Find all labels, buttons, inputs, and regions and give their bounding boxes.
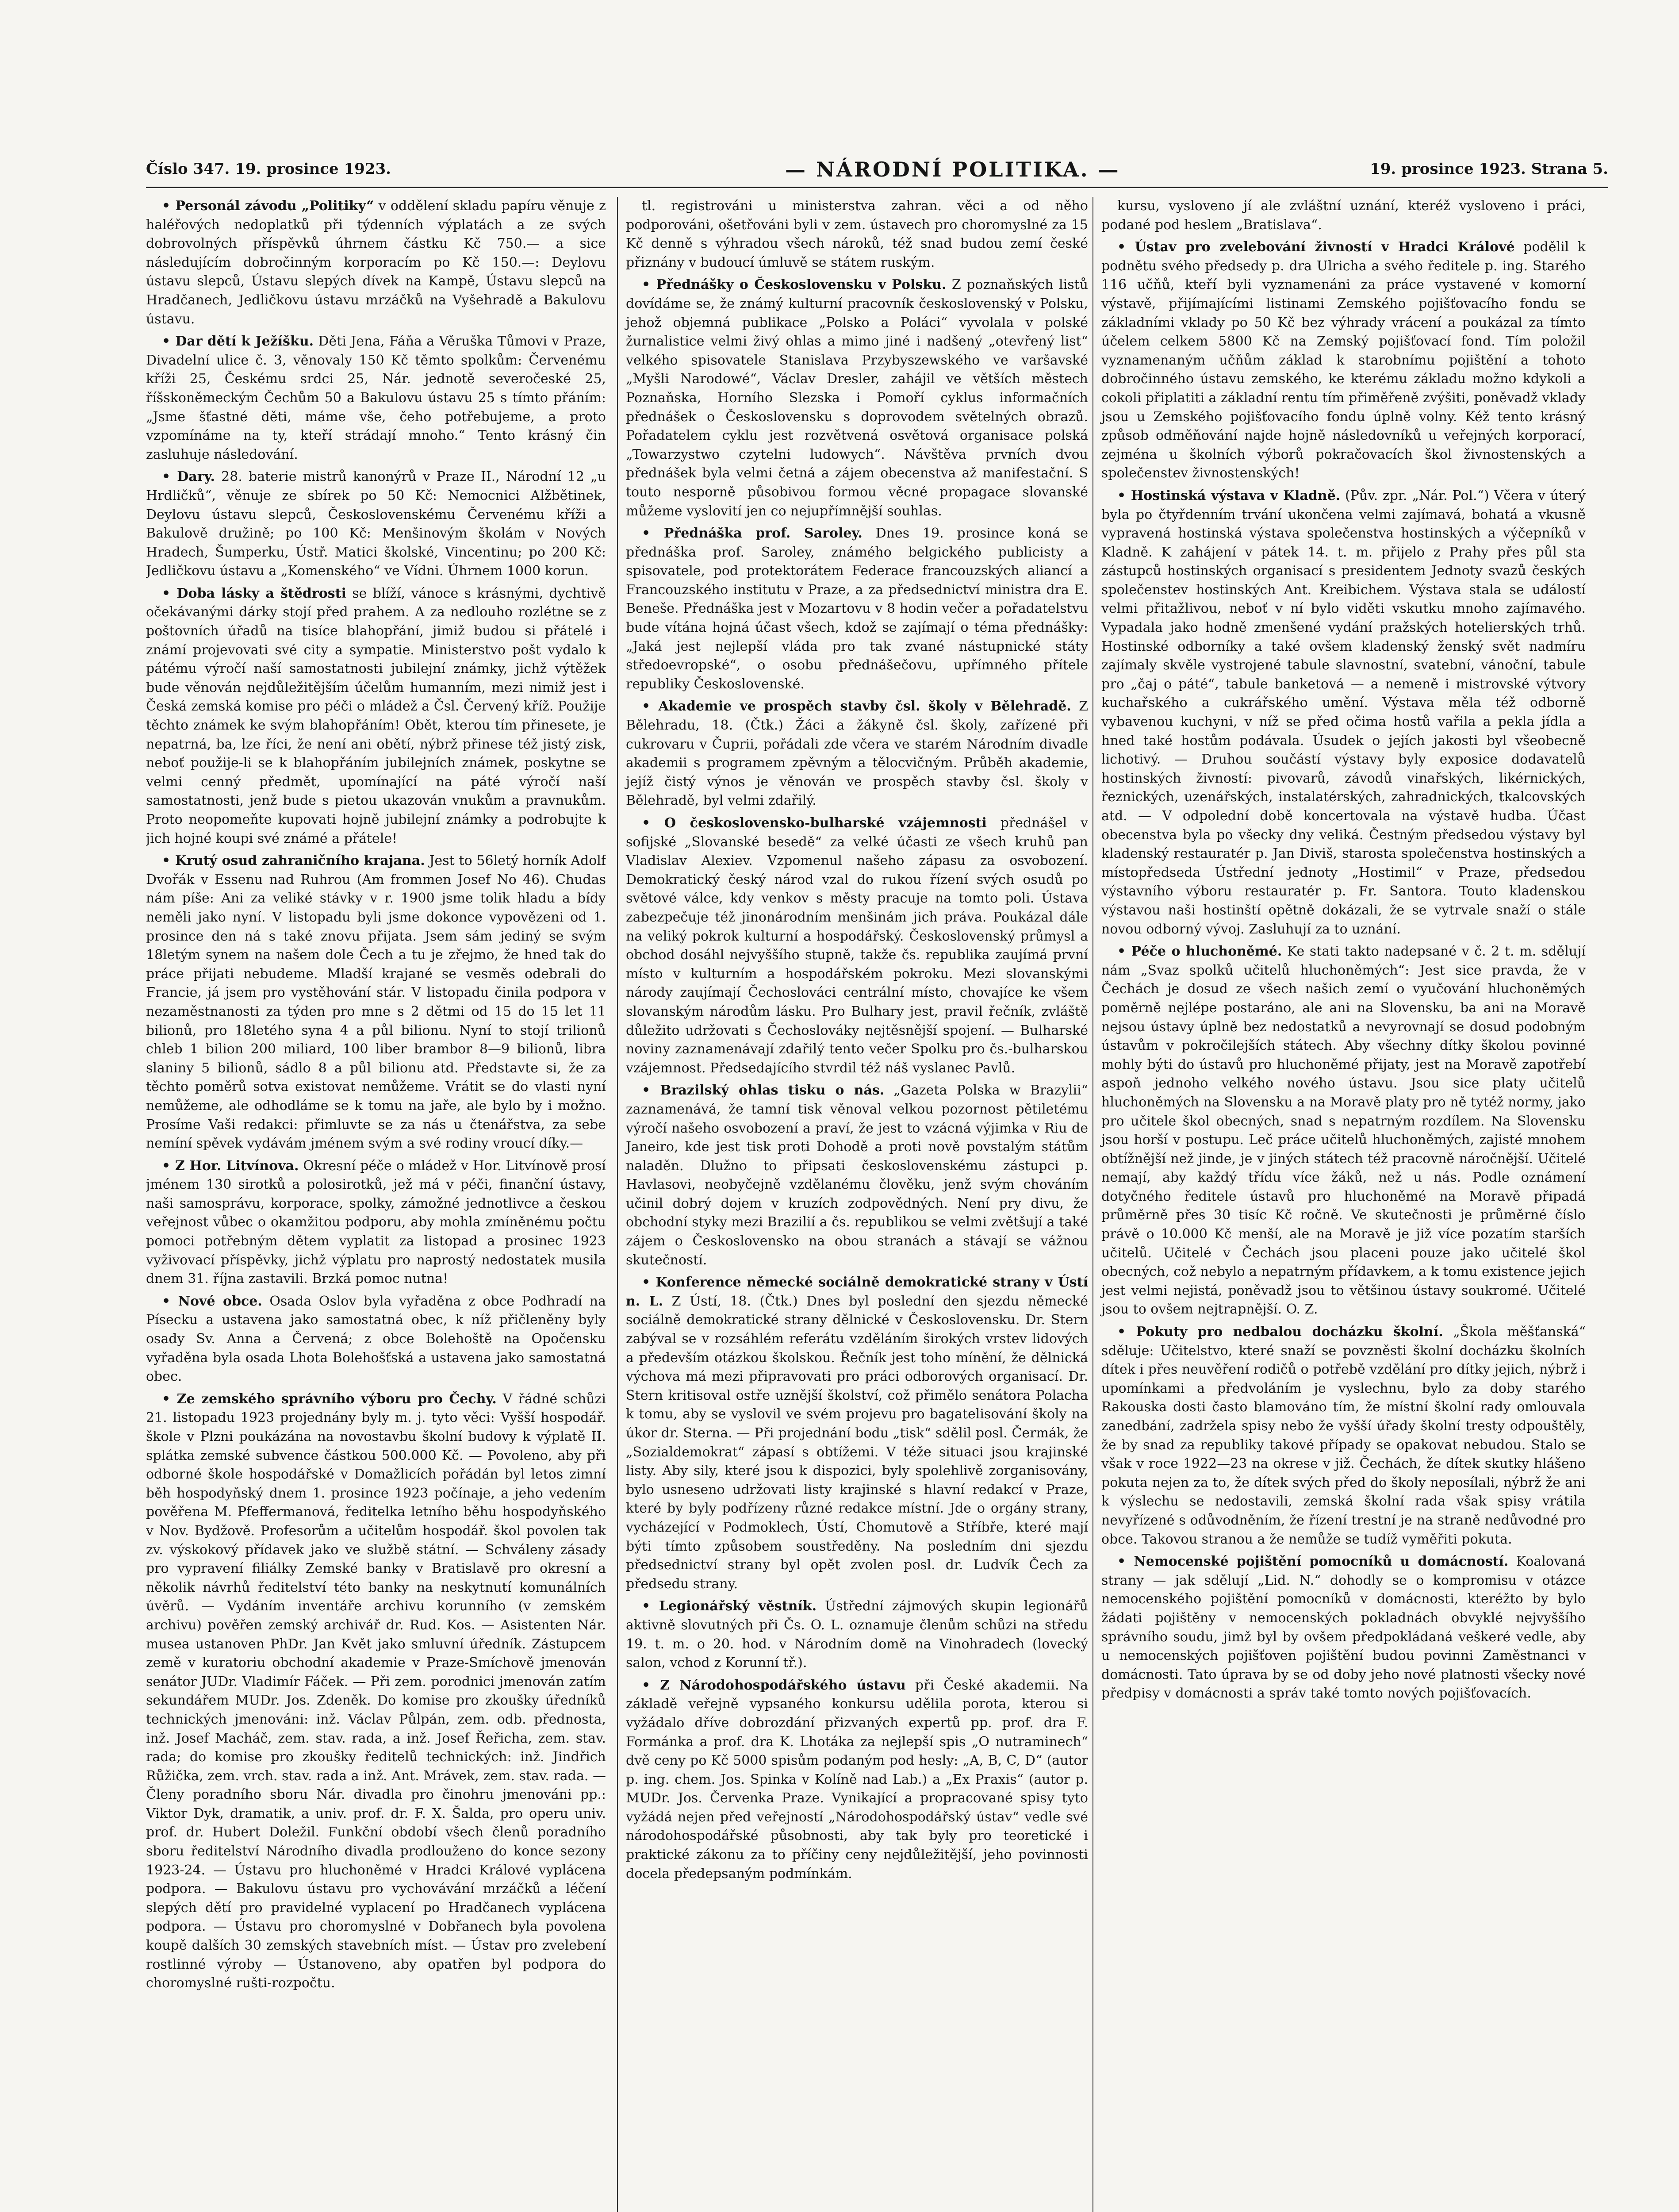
article-paragraph — [1101, 942, 1586, 1319]
article-headline: • Hostinská výstava v Kladně. — [1117, 488, 1340, 503]
article — [146, 584, 606, 848]
article-headline: • Přednášky o Československu v Polsku. — [642, 277, 946, 292]
article-headline: • Péče o hluchoněmé. — [1117, 944, 1282, 959]
article-paragraph — [626, 1081, 1088, 1270]
article — [1101, 942, 1586, 1319]
article-paragraph — [626, 1273, 1088, 1594]
article-headline: • Dary. — [162, 469, 215, 484]
article-body: Z Ústí, 18. (Čtk.) Dnes byl poslední den sjezdu německé sociálně demokratické strany dělnické v Československu. Dr. Stern zabýval se v rozsáhlém referátu vzděláním širokých vrstev lidových a především otázkou školskou. Řečník jest toho mínění, že dělnická výchova má mezi připravovati pro práci odborových organisací. Dr. Stern kritisoval ostře uznější školství, což přimělo senátora Polacha k tomu, aby se vyslovil ve svém projevu pro bagatelisování školy na úkor dr. Sterna. — Při projednání bodu „tisk“ sdělil posl. Čermák, že „Sozialdemokrat“ zápasí s obtížemi. V téže situaci jsou krajinské listy. Aby sily, které jsou k dispozici, byly spolehlivě zorganisovány, bylo usneseno udržovati listy krajinské s hlavní redakcí v Praze, které by byly podřízeny různé redakce místní. Jde o orgány strany, vycházející v Podmoklech, Ústí, Chomutově a Stříbře, které mají býti tímto způsobem soustředěny. Na posledním dni sjezdu předsednictví strany byl opět zvolen posl. dr. Ludvík Čech za předsedu strany. — [626, 1293, 1088, 1592]
article-body: přednášel v sofijské „Slovanské besedě“ za velké účasti ze všech kruhů pan Vladislav Alexiev. Vzpomenul našeho zápasu za osvobození. Demokratický český národ vzal do rukou řízení svých osudů po světové válce, kdy venkov s městy pracuje na tomto poli. Ústava zabezpečuje též jinonárodním menšinám jich práva. Poukázal dále na veliký pokrok kulturní a hospodářský. Československý průmysl a obchod dosáhl nejvyššího stupně, takže čs. republika zaujímá první místo v kulturním a hospodářském pokroku. Mezi slovanskými národy zaujímají Čechoslováci centrální místo, chovajíce ke všem slovanským národům lásku. Pro Bulhary jest, pravil řečník, zvláště důležito udržovati s Čechoslováky nejtěsnější spojení. — Bulharské noviny zaznamenávají zdařilý tento večer Spolku pro čs.-bulharskou vzájemnost. Předsedajícího stvrdil též náš vyslanec Pavlů. — [626, 815, 1088, 1076]
article-headline: • Doba lásky a štědrosti — [162, 586, 346, 601]
article — [146, 1157, 606, 1289]
article-headline: • Nové obce. — [162, 1294, 262, 1309]
article — [146, 332, 606, 464]
article-body: podělil k podnětu svého předsedy p. dra Ulricha a svého ředitele p. ing. Starého 116 učňů, kteří byli vyznamenáni za práce vystavené v komorní výstavě, přijímajícími listinami Zemského pojišťovacího fondu se základními vklady po 50 Kč bez výhrady vrácení a poukázal za tímto účelem celkem 5800 Kč na Zemský pojišťovací fond. Tím položil vyznamenaným učňům základ k starobnímu pojištění a tohoto dobročinného ústavu zemského, ke kterému základu možno kdykoli a cokoli připlatiti a základní rentu tím přiměřeně zvýšiti, poněvadž vklady jsou u Zemského pojišťovacího fondu úplně volny. Kéž tento krásný způsob odměňování najde hojně následovníků u veřejných korporací, zejména u školních výborů pokračovacích škol živnostenských a společenstev živnostenských! — [1101, 239, 1586, 481]
article-headline: • Personál závodu „Politiky“ — [162, 198, 374, 214]
article-body: Ke stati takto nadepsané v č. 2 t. m. sdělují nám „Svaz spolků učitelů hluchoněmých“: Jest sice pravda, že v Čechách je dosud ze všech našich zemí o vyučování hluchoněmých poměrně nejlépe postaráno, ale ani na Slovensku, ba ani na Moravě nejsou ústavy úplně bez nedostatků a nevyrovnají se dosud podobným ústavům v pokročilejších státech. Aby všechny dítky školou povinné mohly býti do ústavů pro hluchoněmé přijaty, jest na Moravě zapotřebí aspoň jednoho velkého nového ústavu. Jsou sice platy učitelů hluchoněmých na Slovensku a na Moravě platy pro ně tytéž normy, jako pro učitele škol obecných, snad s nepatrným rozdílem. Na Slovensku jsou horší v postupu. Leč práce učitelů hluchoněmých, zajisté mnohem obtížnější než jinde, je v jiných státech též pracovně náročnější. Učitelé nemají, aby každý třídu více žáků, než u nás. Podle oznámení dotyčného ředitele ústavů pro hluchoněmé na Moravě připadá průměrně přes 30 tisíc Kč ročně. Ve skutečnosti je průměrné číslo právě o 10.000 Kč menší, ale na Moravě je již více pozatím starších učitelů. Učitelé v Čechách jsou placeni pouze jako učitelé škol obecných, což nebylo a nepatrným přídavkem, a k tomu existence jejich jest velmi nejistá, poněvadž jsou to většinou ústavy soukromé. Učitelé jsou to ovšem nejtrapnější. O. Z. — [1101, 944, 1586, 1317]
article-headline: • Brazilský ohlas tisku o nás. — [642, 1083, 884, 1098]
article-body: se blíží, vánoce s krásnými, dychtivě očekávanými dárky stojí před prahem. A za nedlouho rozlétne se z poštovních úřadů na tisíce blahopřání, jimiž budou si přátelé i známí projevovati své city a sympatie. Ministerstvo pošt vydalo k pátému výročí naší samostatnosti jubilejní známky, jichž výtěžek bude věnován nejdůležitějším účelům humanním, mezi nimiž jest i Česká zemská komise pro péči o mládež a Čsl. Červený kříž. Použije těchto známek ke svým blahopřáním! Obět, kterou tím přinesete, je nepatrná, ba, lze říci, že není ani obětí, nýbrž přinese též jistý zisk, neboť použije-li se k blahopřáním jubilejních známek, poskytne se velmi cenný předmět, upomínající na páté výročí naší samostatnosti, jenž bude s pietou ukazován vnukům a pravnukům. Proto neopomeňte kupovati hojně jubilejní známky a podrobujte k jich hojné koupi své známé a přátele! — [146, 585, 606, 846]
article-body: Koalovaná strany — jak sdělují „Lid. N.“ dohodly se o kompromisu v otázce nemocenského pojištění pomocníků v domácnosti, kteréžto by bylo žádati pojištěny v nemocenských pokladnách obvyklé nejvyššího správního soudu, jimž byl by ovšem předpokládaná veškeré vedle, aby u nemocenských pojišťoven pojištění budou povinni Zaměstnanci v domácnosti. Tato úprava by se od doby jeho nové platnosti všecky nové předpisy v domácnosti a správ také tomto nových pojišťovacích. — [1101, 1554, 1586, 1701]
article — [146, 852, 606, 1153]
article — [626, 1081, 1088, 1270]
article-paragraph — [1101, 487, 1586, 939]
article — [626, 524, 1088, 694]
article-body: Ústřední zájmových skupin legionářů aktivně slovutných při Čs. O. L. oznamuje členům schůzi na středu 19. t. m. o 20. hod. v Národním domě na Vinohradech (lovecký salon, vchod z Korunní tř.). — [626, 1598, 1088, 1671]
article-headline: • Dar dětí k Ježíšku. — [162, 334, 314, 349]
article-body: „Škola měšťanská“ sděluje: Učitelstvo, které snaží se povzněsti školní docházku školních dítek i přes neuvěření rodičů o potřebě vzdělání pro dítky jejich, nýbrž i upomínkami a předvoláním je vyslechnu, bylo za doby starého Rakouska dosti často blamováno tím, že místní školní rady omlouvala zanedbání, zadržela spisy nebo že vyšší úřady školní tresty odpouštěly, že by snad za republiky takové případy se opakovat nebudou. Stalo se však v roce 1922—23 na okrese v již. Čechách, že dítek skutky hlášeno pokuta nejen za to, že dítek svých před do školy neposílali, nýbrž že ani k výslechu se nedostavili, zemská školní rada však spisy vrátila nevyřízené s odůvodněním, že řízení trestní je na straně nedůvodné pro obce. Takovou stranou a že nemůže se tudíž vyměřiti pokuta. — [1101, 1324, 1586, 1547]
article-headline: • Krutý osud zahraničního krajana. — [162, 853, 425, 868]
article-paragraph — [626, 197, 1088, 272]
article-paragraph — [146, 852, 606, 1153]
article-paragraph — [146, 468, 606, 581]
article-paragraph — [146, 1292, 606, 1386]
article-paragraph — [146, 197, 606, 329]
masthead — [146, 157, 1608, 188]
article-headline: • Ústav pro zvelebování živností v Hradci Králové — [1117, 239, 1515, 255]
article-body: tl. registrováni u ministerstva zahran. věci a od něho podporováni, ošetřováni byli v zem. ústavech pro choromyslné za 15 Kč denně s výhradou všech nároků, též snad budou zemí české přiznány v budoucí úmluvě se státem ruským. — [626, 198, 1088, 270]
article-body: Dnes 19. prosince koná se přednáška prof. Saroley, známého belgického publicisty a spisovatele, pod protektorátem Federace francouzských aliancí a Francouzského institutu v Praze, a za předsednictví ministra dra E. Beneše. Přednáška jest v Mozartovu v 8 hodin večer a pořadatelstvu bude vítána hojná účast všech, kdož se zajímají o téma přednášky: „Jaká jest nejlepší vláda pro tak zvané nástupnické státy středoevropské“, o osobu přednášečovu, upřímného přítele republiky Československé. — [626, 526, 1088, 692]
article-paragraph — [626, 814, 1088, 1078]
column-2 — [617, 197, 1088, 2212]
article-paragraph — [626, 524, 1088, 694]
article — [146, 1390, 606, 1993]
article-paragraph — [626, 276, 1088, 521]
article-headline: • Přednáška prof. Saroley. — [642, 526, 862, 541]
article — [1101, 1323, 1586, 1549]
article-headline: • Akademie ve prospěch stavby čsl. školy v Bělehradě. — [642, 699, 1071, 714]
article-headline: • Konference německé sociálně demokratické strany v Ústí n. L. — [626, 1275, 1088, 1309]
article-paragraph — [146, 1390, 606, 1993]
article — [626, 1597, 1088, 1672]
article — [626, 197, 1088, 272]
column-3 — [1092, 197, 1586, 2212]
article — [1101, 1552, 1586, 1703]
article — [1101, 487, 1586, 939]
article-headline: • Legionářský věstník. — [642, 1598, 816, 1614]
article-body: (Pův. zpr. „Nár. Pol.“) Včera v úterý byla po čtyřdenním trvání ukončena velmi zajímavá, bohatá a vkusně vypravená hostinská výstava společenstva hostinských a výčepníků v Kladně. K zahájení v pátek 14. t. m. přijelo z Prahy přes půl sta zástupců hostinských organisací s presidentem Jednoty svazů českých společenstev hostinských Ant. Kreibichem. Výstava stala se událostí velmi přitažlivou, neboť v ní bylo viděti vskutku mnoho zajímavého. Vypadala jako hodně zmenšené vydání pražských hotelierských trhů. Hostinské odborníky a také ovšem kladenský ženský svět nadmíru zajímaly skvěle vystrojené tabule slavnostní, svatební, vánoční, tabule pro „čaj o páté“, tabule banketová — a nemeně i mistrovské výtvory kuchařského a cukrářského umění. Výstava měla též odborně vybavenou kuchyni, v níž se před očima hostů vařila a pekla jídla a hned také hostům podávala. Úsudek o jejích jakosti byl všeobecně lichotivý. — Druhou součástí výstavy byly exposice dodavatelů hostinských živností: pivovarů, závodů vinařských, likérnických, řeznických, uzenářských, instalatérských, zahradnických, tkalcovských atd. — V odpolední době koncertovala na výstavě hudba. Účast obecenstva byla po všecky dny veliká. Čestným předsedou výstavy byl kladenský restauratér p. Jan Diviš, starosta společenstva hostinských a místopředseda Ústřední jednoty „Hostimil“ v Praze, předsedou výstavního výboru restauratér p. Fr. Santora. Touto kladenskou výstavou naši hostinští opětně dokázali, že se vytrvale snaží o stále novou odborný vývoj. Zasluhují za to uznání. — [1101, 488, 1586, 937]
article — [146, 1292, 606, 1386]
article-body: Děti Jena, Fáňa a Věruška Tůmovi v Praze, Divadelní ulice č. 3, věnovaly 150 Kč těmto spolkům: Červenému kříži 25, Českému srdci 25, Nár. jednotě severočeské 25, říšskoněmeckým Čechům 50 a Bakulovu ústavu 25 s tímto přáním: „Jsme šťastné děti, máme vše, čeho potřebujeme, a proto vzpomínáme na ty, kteří strádají mnoho.“ Tento krásný čin zasluhuje následování. — [146, 334, 606, 462]
column-1 — [146, 197, 606, 2212]
article-paragraph — [1101, 1323, 1586, 1549]
issue-number: Číslo 347. 19. prosince 1923. — [146, 160, 391, 178]
article — [626, 697, 1088, 810]
article-paragraph — [146, 584, 606, 848]
article — [626, 1273, 1088, 1594]
article — [146, 197, 606, 329]
article — [626, 814, 1088, 1078]
article — [1101, 197, 1586, 234]
article-headline: • Z Hor. Litvínova. — [162, 1158, 299, 1174]
article — [626, 1676, 1088, 1884]
article — [146, 468, 606, 581]
article-headline: • Ze zemského správního výboru pro Čechy. — [162, 1391, 497, 1407]
article-body: při České akademii. Na základě veřejně vypsaného konkursu udělila porota, kterou si vyžádalo dříve dobrozdání přizvaných expertů pp. prof. dra F. Formánka a prof. dra K. Lhotáka za nejlepší spis „O nutraminech“ dvě ceny po Kč 5000 spisům podaným pod hesly: „A, B, C, D“ (autor p. ing. chem. Jos. Spinka v Kolíně nad Lab.) a „Ex Praxis“ (autor p. MUDr. Jos. Červenka Praze. Vynikající a propracované spisy tyto vyžádá nejen před veřejností „Národohospodářský ústav“ vedle své národohospodářské působnosti, aby tak byly pro teoretické i praktické zákonu za to příčiny ceny nejdůležitější, jeho povinnosti docela předepsaným podmínkám. — [626, 1677, 1088, 1882]
date-page-number: 19. prosince 1923. Strana 5. — [1370, 160, 1608, 178]
article-paragraph — [1101, 1552, 1586, 1703]
article-paragraph — [1101, 238, 1586, 483]
article-headline: • Z Národohospodářského ústavu — [642, 1678, 906, 1693]
article-headline: • O československo-bulharské vzájemnosti — [642, 815, 987, 831]
article-body: Z Bělehradu, 18. (Čtk.) Žáci a žákyně čsl. školy, zařízené při cukrovaru v Čuprii, pořádali zde včera ve starém Národním divadle akademii s programem zpěvným a tělocvičným. Průběh akademie, jejíž čistý výnos je věnován ve prospěch stavby čsl. školy v Bělehradě, byl velmi zdařilý. — [626, 699, 1088, 809]
article-body: Okresní péče o mládež v Hor. Litvínově prosí jménem 130 sirotků a polosirotků, jež má v péči, finanční ústavy, naši samosprávu, korporace, spolky, zámožné jednotlivce a českou veřejnost vůbec o okamžitou podporu, aby mohla zmíněnému počtu pomoci potřebným dětem vyplatit za listopad a prosinec 1923 vyživovací příspěvky, jichž výplatu pro naprostý nedostatek musila dnem 31. října zastavili. Brzká pomoc nutna! — [146, 1158, 606, 1287]
article-paragraph — [626, 1676, 1088, 1884]
article — [1101, 238, 1586, 483]
article-paragraph — [626, 697, 1088, 810]
newspaper-name: — NÁRODNÍ POLITIKA. — — [785, 157, 1120, 181]
article — [626, 276, 1088, 521]
article-body: v oddělení skladu papíru věnuje z haléřových nedoplatků při týdenních výplatách a ze svých dobrovolných příspěvků úhrnem částku Kč 750.— a sice následujícím dobročinným korporacím po Kč 150.—: Deylovu ústavu slepců, Ústavu slepých dívek na Kampě, Ústavu slepců na Hradčanech, Jedličkovu ústavu mrzáčků na Vyšehradě a Bakulovu ústavu. — [146, 198, 606, 327]
article-paragraph — [146, 1157, 606, 1289]
article-body: Osada Oslov byla vyřaděna z obce Podhradí na Písecku a ustavena jako samostatná obec, k níž přičleněny byly osady Sv. Anna a Červená; z obce Bolehoště na Opočensku vyřaděna byla osada Lhota Bolehošťská a ustavena jako samostatná obec. — [146, 1293, 606, 1385]
article-body: V řádné schůzi 21. listopadu 1923 projednány byly m. j. tyto věci: Vyšší hospodář. škole v Plzni poukázána na novostavbu školní budovy k výplatě II. splátka zemské subvence částkou 500.000 Kč. — Povoleno, aby při odborné škole hospodářské v Domažlicích pořádán byl letos zimní běh hospodyňský dnem 1. prosince 1923 počínaje, a jeho vedením pověřena M. Pfeffermanová, ředitelka letního běhu hospodyňského v Nov. Bydžově. Profesorům a učitelům hospodář. škol povolen tak zv. výskokový přídavek jako ve službě státní. — Schváleny zásady pro vypravení filiálky Zemské banky v Bratislavě pro okresní a několik návrhů ředitelství této banky na neskytnutí komunálních úvěrů. — Vydáním inventáře archivu korunního (v zemském archivu) pověřen zemský archivář dr. Rud. Kos. — Asistenten Nár. musea ustanoven PhDr. Jan Květ jako smluvní úředník. Zástupcem země v kuratoriu obchodní akademie v Praze-Smíchově jmenován senátor JUDr. Vladimír Fáček. — Při zem. porodnici jmenován zatím sekundářem MUDr. Jos. Zdeněk. Do komise pro zkoušky úředníků technických jmenováni: inž. Václav Půlpán, zem. odb. přednosta, inž. Josef Macháč, zem. stav. rada, a inž. Josef Řeřicha, zem. stav. rada; do komise pro zkoušky ředitelů technických: inž. Jindřich Růžička, zem. vrch. stav. rada a inž. Ant. Mrávek, zem. stav. rada. — Členy poradního sboru Nár. divadla pro činohru jmenováni pp.: Viktor Dyk, dramatik, a univ. prof. dr. F. X. Šalda, pro operu univ. prof. dr. Hubert Doležil. Funkční období všech členů poradního sboru ředitelství Národního divadla prodlouženo do konce sezony 1923-24. — Ústavu pro hluchoněmé v Hradci Králové vyplácena podpora. — Bakulovu ústavu pro vychovávání mrzáčků a léčení slepých dětí pro pravidelné vyplacení po Hradčanech vyplácena podpora. — Ústavu pro choromyslné v Dobřanech byla povolena koupě dalších 30 zemských stavebních míst. — Ústav pro zvelebení rostlinné výroby — Ústanoveno, aby opatřen byl podpora do choromyslné rušti-rozpočtu. — [146, 1391, 606, 1991]
article-body: „Gazeta Polska w Brazylii“ zaznamenává, že tamní tisk věnoval velkou pozornost pětiletému výročí našeho osvobození a praví, že jest to vzácná výjimka v Riu de Janeiro, kde jest tisk proti Dohodě a proti nově povstalým státům naladěn. Dlužno to připsati československému zástupci p. Havlasovi, neobyčejně vzdělanému člověku, jenž svým chováním učinil dobrý dojem v kruzích zodpovědných. Není pry divu, že obchodní styky mezi Brazilií a čs. republikou se velmi zvětšují a také zájem o Československo na obou stranách a stávají se vážnou skutečností. — [626, 1083, 1088, 1268]
article-body: kursu, vysloveno jí ale zvláštní uznání, kteréž vysloveno i práci, podané pod heslem „Bratislava“. — [1101, 198, 1586, 233]
article-paragraph — [146, 332, 606, 464]
article-body: 28. baterie mistrů kanonýrů v Praze II., Národní 12 „u Hrdličků“, věnuje ze sbírek po 50 Kč: Nemocnici Alžbětinek, Deylovu ústavu slepců, Československému Červenému kříži a Bakulově družině; po 100 Kč: Menšinovým školám v Nových Hradech, Šumperku, Ústř. Matici školské, Vincentinu; po 200 Kč: Jedličkovu ústavu a „Komenského“ ve Vídni. Úhrnem 1000 korun. — [146, 469, 606, 579]
article-body: Z poznaňských listů dovídáme se, že známý kulturní pracovník československý v Polsku, jehož objemná publikace „Polsko a Poláci“ vyvolala v polské žurnalistice velmi živý ohlas a mimo jiné i nadšený „otevřený list“ velkého spisovatele Stanislava Przybyszewského ve varšavské „Myšli Narodowé“, Václav Dresler, zahájil ve větších městech Poznaňska, Horního Slezska i Pomoří cyklus informačních přednášek o Československu s doprovodem světelných obrazů. Pořadatelem cyklu jest rozvětvená osvětová organisace polská „Towarzystwo czytelni ludowych“. Návštěva prvních dvou přednášek byla velmi četná a zájem obecenstva až manifestační. S touto nesporně působivou formou věcné propagace slovanské můžeme vyslovití jen co nejupřímnější souhlas. — [626, 277, 1088, 519]
article-headline: • Pokuty pro nedbalou docházku školní. — [1117, 1324, 1443, 1340]
article-headline: • Nemocenské pojištění pomocníků u domácností. — [1117, 1554, 1508, 1569]
article-paragraph — [626, 1597, 1088, 1672]
article-body: Jest to 56letý horník Adolf Dvořák v Essenu nad Ruhrou (Am frommen Josef No 46). Chudas nám píše: Ani za veliké stávky v r. 1900 jsme tolik hladu a bídy neměli jako nyní. V listopadu byli jsme dokonce vypovězeni od 1. prosince den ná s také znovu přijata. Jsem sám jediný se svým 18letým synem na našem dole Čech a tu je zřejmo, že hned tak do práce přijati nebudeme. Mladší krajané se vesměs odebrali do Francie, já jsem pro vystěhování stár. V listopadu činila podpora v nezaměstnanosti za týden pro mne s 2 dětmi od 15 do 15 let 11 bilionů, pro 18letého syna 4 a půl bilionu. Nyní to stojí trilionů chleb 1 bilion 200 miliard, 100 liber brambor 8—9 bilionů, libra slaniny 5 bilionů, sádlo 8 a půl bilionu atd. Představte si, že za těchto poměrů sotva existovat nemůžeme. Vrátit se do vlasti nyní nemůžeme, ale odhodláme se k tomu na jaře, ale bylo by i možno. Prosíme Vaši redakci: přimluvte se za nás u čtenářstva, za sebe nemíní spěvek vydávám jménem svým a své rodiny vroucí díky.— — [146, 853, 606, 1152]
article-paragraph — [1101, 197, 1586, 234]
